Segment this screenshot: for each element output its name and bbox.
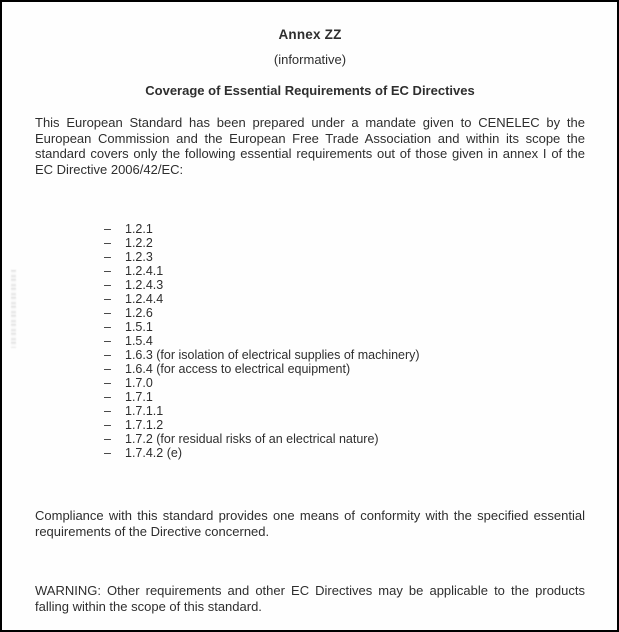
requirements-list	[104, 222, 585, 460]
requirement-ref: 1.2.1	[125, 222, 153, 236]
list-dash: –	[104, 418, 111, 432]
intro-paragraph: This European Standard has been prepared under a mandate given to CENELEC by the European Commission and the European Free Trade Association and within its scope the standard covers only the following essential requirements out of those given in annex I of the EC Directive 2006/42/EC:	[35, 115, 585, 177]
list-item	[104, 432, 585, 446]
requirement-ref: 1.2.4.1	[125, 264, 164, 278]
coverage-heading: Coverage of Essential Requirements of EC Directives	[145, 83, 475, 98]
requirement-ref: 1.2.2	[125, 236, 153, 250]
annex-title: Annex ZZ	[278, 27, 342, 42]
requirement-ref: 1.7.1.1	[125, 404, 164, 418]
list-item	[104, 334, 585, 348]
requirement-ref: 1.7.0	[125, 376, 153, 390]
requirement-ref: 1.7.2 (for residual risks of an electrical nature)	[125, 432, 379, 446]
requirement-ref: 1.6.4 (for access to electrical equipment)	[125, 362, 351, 376]
list-dash: –	[104, 320, 111, 334]
list-item	[104, 390, 585, 404]
document-content	[2, 28, 617, 614]
list-item	[104, 362, 585, 376]
list-item	[104, 418, 585, 432]
list-dash: –	[104, 390, 111, 404]
list-item	[104, 292, 585, 306]
list-dash: –	[104, 404, 111, 418]
list-dash: –	[104, 236, 111, 250]
list-dash: –	[104, 362, 111, 376]
list-dash: –	[104, 432, 111, 446]
list-item	[104, 404, 585, 418]
requirement-ref: 1.5.4	[125, 334, 153, 348]
list-item	[104, 320, 585, 334]
requirement-ref: 1.7.1	[125, 390, 153, 404]
list-dash: –	[104, 306, 111, 320]
list-item	[104, 250, 585, 264]
list-dash: –	[104, 376, 111, 390]
requirement-ref: 1.2.6	[125, 306, 153, 320]
annex-subtitle: (informative)	[273, 52, 347, 67]
list-item	[104, 348, 585, 362]
list-item	[104, 446, 585, 460]
compliance-paragraph: Compliance with this standard provides one means of conformity with the specified essential requirements of the Directive concerned.	[35, 508, 585, 539]
requirement-ref: 1.7.1.2	[125, 418, 164, 432]
requirement-ref: 1.2.4.4	[125, 292, 164, 306]
requirement-ref: 1.6.3 (for isolation of electrical supplies of machinery)	[125, 348, 420, 362]
list-dash: –	[104, 278, 111, 292]
list-dash: –	[104, 334, 111, 348]
warning-paragraph: WARNING: Other requirements and other EC Directives may be applicable to the products falling within the scope of this standard.	[35, 583, 585, 614]
list-dash: –	[104, 292, 111, 306]
list-item	[104, 306, 585, 320]
list-dash: –	[104, 250, 111, 264]
list-item	[104, 376, 585, 390]
list-dash: –	[104, 348, 111, 362]
requirement-ref: 1.2.4.3	[125, 278, 164, 292]
requirement-ref: 1.2.3	[125, 250, 153, 264]
list-item	[104, 278, 585, 292]
requirement-ref: 1.7.4.2 (e)	[125, 446, 182, 460]
list-item	[104, 264, 585, 278]
list-dash: –	[104, 446, 111, 460]
list-item	[104, 222, 585, 236]
list-dash: –	[104, 264, 111, 278]
list-item	[104, 236, 585, 250]
list-dash: –	[104, 222, 111, 236]
requirement-ref: 1.5.1	[125, 320, 153, 334]
